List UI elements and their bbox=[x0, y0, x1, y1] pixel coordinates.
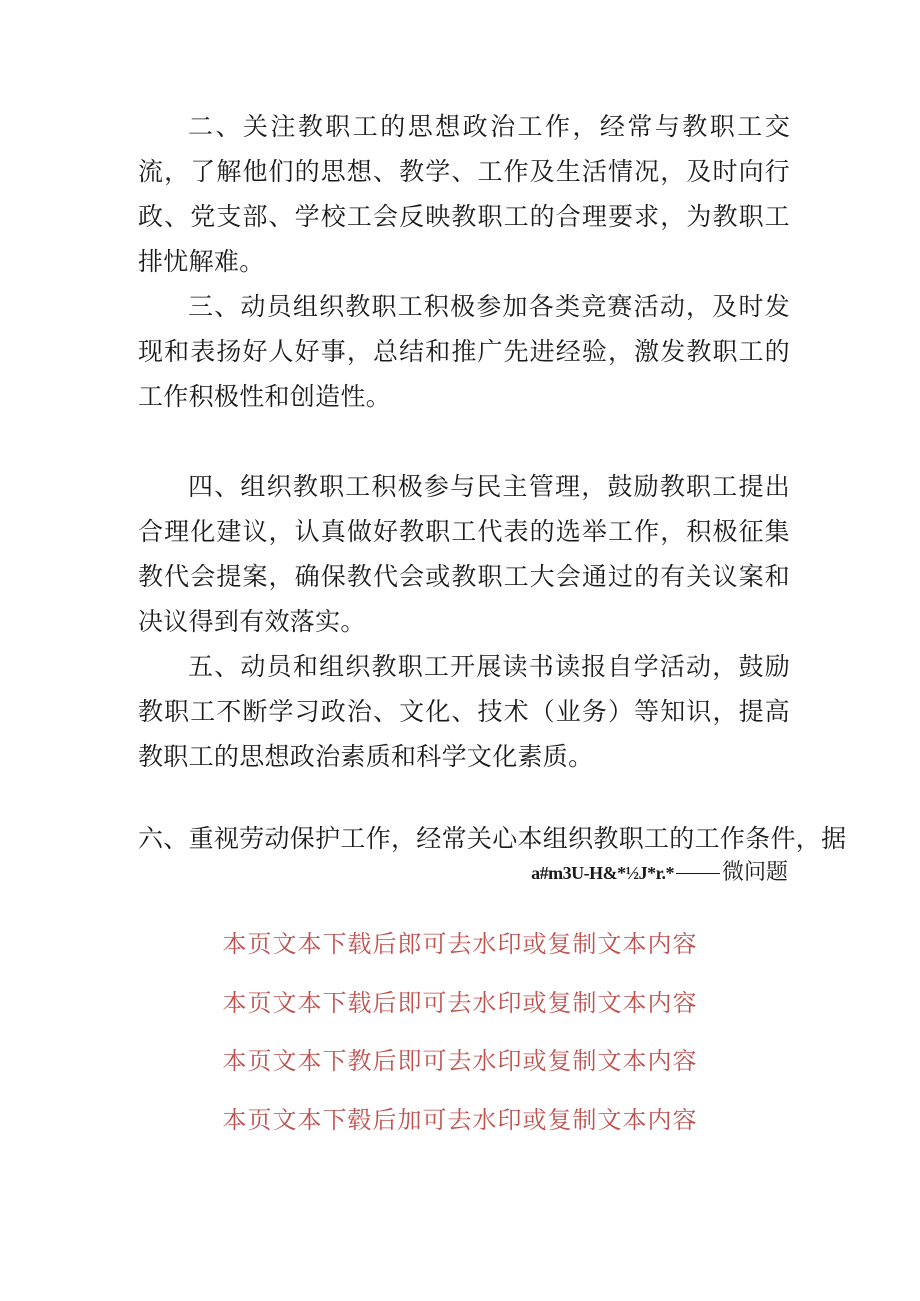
paragraph-two: 二、关注教职工的思想政治工作，经常与教职工交流，了解他们的思想、教学、工作及生活情况，及时向行政、党支部、学校工会反映教职工的合理要求，为教职工排忧解难。 bbox=[138, 112, 790, 276]
paragraph-five: 五、动员和组织教职工开展读书读报自学活动，鼓励教职工不断学习政治、文化、技术（业务）等知识，提高教职工的思想政治素质和科学文化素质。 bbox=[138, 652, 790, 771]
garbled-tail-text: 微问题 bbox=[721, 859, 788, 884]
garbled-characters: a#m3U-H&*½J*r.* bbox=[531, 863, 674, 883]
paragraph-four: 四、组织教职工积极参与民主管理，鼓励教职工提出合理化建议，认真做好教职工代表的选举工作，积极征集教代会提案，确保教代会或教职工大会通过的有关议案和决议得到有效落实。 bbox=[138, 472, 790, 636]
watermark-line-3: 本页文本下教后即可去水印或复制文本内容 bbox=[222, 1047, 698, 1075]
paragraph-six: 六、重视劳动保护工作，经常关心本组织教职工的工作条件，据 bbox=[138, 824, 847, 853]
paragraph-three: 三、动员组织教职工积极参加各类竞赛活动，及时发现和表扬好人好事，总结和推广先进经验，激发教职工的工作积极性和创造性。 bbox=[138, 292, 790, 411]
watermark-line-1: 本页文本下载后郎可去水印或复制文本内容 bbox=[222, 930, 698, 958]
garbled-underline bbox=[676, 873, 720, 874]
garbled-text-line bbox=[531, 852, 788, 893]
watermark-line-2: 本页文本下载后即可去水印或复制文本内容 bbox=[222, 989, 698, 1017]
watermark-line-4: 本页文本下毂后加可去水印或复制文本内容 bbox=[222, 1106, 698, 1134]
